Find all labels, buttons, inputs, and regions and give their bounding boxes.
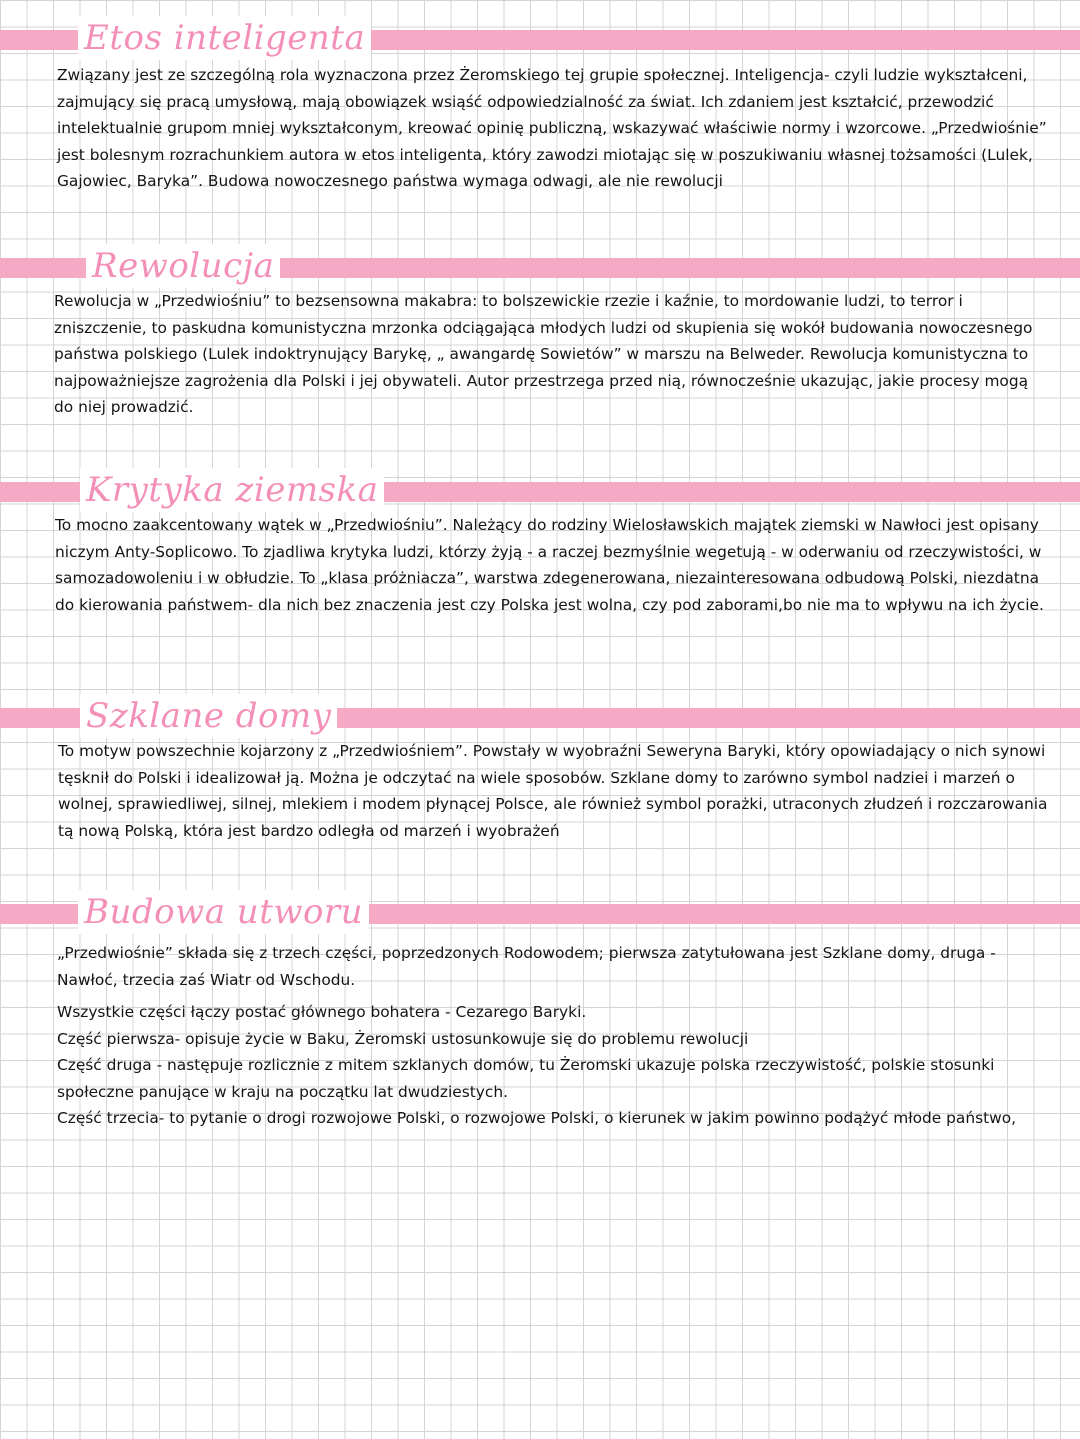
- paragraph: Wszystkie części łączy postać głównego bohatera - Cezarego Baryki.: [57, 1003, 587, 1021]
- paragraph: To motyw powszechnie kojarzony z „Przedwiośniem”. Powstały w wyobraźni Seweryna Baryki, który opowiadający o nich synowi tęsknił do Polski i idealizował ją. Można je odczytać na wiele sposobów. Szklane domy to zarówno symbol nadziei i marzeń o wolnej, sprawiedliwej, silnej, mlekiem i modem płynącej Polsce, ale również symbol porażki, utraconych złudzeń i rozczarowania tą nową Polską, która jest bardzo odległa od marzeń i wyobrażeń: [58, 742, 1048, 840]
- section-heading: [0, 20, 1080, 60]
- heading-bar-right: [335, 904, 1080, 924]
- section-szklane-domy: [0, 698, 1080, 844]
- section-title: Budowa utworu: [78, 890, 369, 934]
- section-rewolucja: [0, 248, 1080, 421]
- section-title: Rewolucja: [86, 244, 280, 288]
- paragraph: Rewolucja w „Przedwiośniu” to bezsensowna makabra: to bolszewickie rzezie i kaźnie, to mordowanie ludzi, to terror i zniszczenie, to paskudna komunistyczna mrzonka odciągająca młodych ludzi od skupienia się wokół budowania nowoczesnego państwa polskiego (Lulek indoktrynujący Barykę, „ awangardę Sowietów” w marszu na Belweder. Rewolucja komunistyczna to najpoważniejsze zagrożenia dla Polski i jej obywateli. Autor przestrzega przed nią, równocześnie ukazując, jakie procesy mogą do niej prowadzić.: [54, 292, 1033, 416]
- section-title: Etos inteligenta: [78, 16, 371, 60]
- paragraph: Część druga - następuje rozlicznie z mitem szklanych domów, tu Żeromski ukazuje polska rzeczywistość, polskie stosunki społeczne panujące w kraju na początku lat dwudziestych.: [57, 1056, 995, 1101]
- section-body: [0, 512, 1080, 618]
- section-budowa-utworu: [0, 894, 1080, 1132]
- paragraph: Związany jest ze szczególną rola wyznaczona przez Żeromskiego tej grupie społecznej. Inteligencja- czyli ludzie wykształceni, zajmujący się pracą umysłową, mają obowiązek wsiąść odpowiedzialność za świat. Ich zdaniem jest kształcić, przewodzić intelektualnie grupom mniej wykształconym, kreować opinię publiczną, wskazywać właściwie normy i wzorcowe. „Przedwiośnie” jest bolesnym rozrachunkiem autora w etos inteligenta, który zawodzi miotając się w poszukiwaniu własnej tożsamości (Lulek, Gajowiec, Baryka”. Budowa nowoczesnego państwa wymaga odwagi, ale nie rewolucji: [57, 66, 1047, 190]
- paragraph: „Przedwiośnie” składa się z trzech części, poprzedzonych Rodowodem; pierwsza zatytułowana jest Szklane domy, druga - Nawłoć, trzecia zaś Wiatr od Wschodu.: [57, 944, 996, 989]
- section-heading: [0, 248, 1080, 288]
- section-body: [0, 62, 1080, 195]
- heading-bar-right: [335, 30, 1080, 50]
- section-krytyka-ziemska: [0, 472, 1080, 618]
- paragraph: To mocno zaakcentowany wątek w „Przedwiośniu”. Należący do rodziny Wielosławskich majątek ziemski w Nawłoci jest opisany niczym Anty-Soplicowo. To zjadliwa krytyka ludzi, którzy żyją - a raczej bezmyślnie wegetują - w oderwaniu od rzeczywistości, w samozadowoleniu i w obłudzie. To „klasa próżniacza”, warstwa zdegenerowana, niezainteresowana odbudową Polski, niezdatna do kierowania państwem- dla nich bez znaczenia jest czy Polska jest wolna, czy pod zaborami,bo nie ma to wpływu na ich życie.: [55, 516, 1044, 614]
- section-title: Krytyka ziemska: [80, 468, 384, 512]
- section-heading: [0, 698, 1080, 738]
- heading-bar-right: [240, 258, 1080, 278]
- section-etos-inteligenta: [0, 20, 1080, 195]
- section-heading: [0, 894, 1080, 934]
- section-body: [0, 940, 1080, 1132]
- heading-bar-right: [350, 482, 1080, 502]
- section-heading: [0, 472, 1080, 512]
- paragraph: Część pierwsza- opisuje życie w Baku, Żeromski ustosunkowuje się do problemu rewolucji: [57, 1029, 749, 1048]
- section-body: [0, 288, 1080, 421]
- paragraph: Część trzecia- to pytanie o drogi rozwojowe Polski, o rozwojowe Polski, o kierunek w jakim powinno podążyć młode państwo,: [57, 1109, 1017, 1127]
- section-body: [0, 738, 1080, 844]
- section-title: Szklane domy: [80, 694, 337, 738]
- heading-bar-right: [300, 708, 1080, 728]
